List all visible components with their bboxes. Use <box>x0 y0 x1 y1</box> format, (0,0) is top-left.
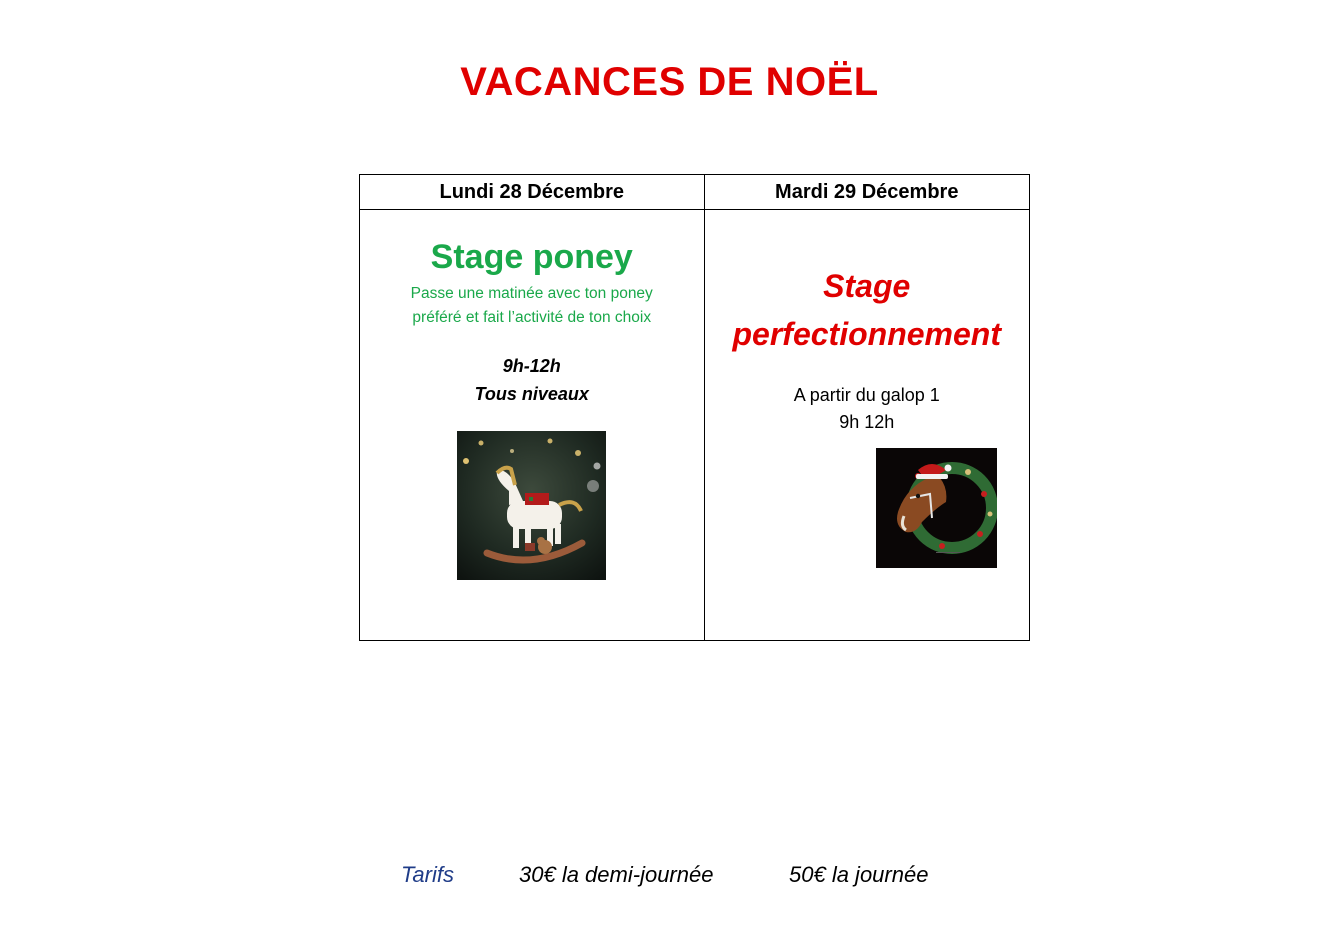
monday-cell <box>360 210 705 641</box>
tarif-full-day: 50€ la journée <box>789 862 929 887</box>
stage-requirement: A partir du galop 1 <box>793 385 940 405</box>
title-line: perfectionnement <box>732 316 1001 352</box>
tarif-half-day: 30€ la demi-journée <box>519 862 714 887</box>
stage-perfectionnement-info <box>705 382 1030 436</box>
christmas-horse-image <box>876 448 997 568</box>
stage-perfectionnement-title <box>705 262 1030 358</box>
description-line: Passe une matinée avec ton poney <box>410 285 653 302</box>
schedule-header-row <box>360 175 1030 210</box>
schedule-table <box>359 174 1030 641</box>
schedule-body-row <box>360 210 1030 641</box>
stage-poney-level: Tous niveaux <box>474 384 589 404</box>
tarifs-label: Tarifs <box>401 862 454 887</box>
page-title: VACANCES DE NOËL <box>460 60 879 104</box>
day-heading-monday: Lundi 28 Décembre <box>360 175 705 210</box>
tuesday-cell <box>704 210 1030 641</box>
stage-poney-title: Stage poney <box>430 238 633 276</box>
stage-poney-schedule <box>360 352 704 408</box>
title-line: Stage <box>823 268 911 304</box>
description-line: préféré et fait l’activité de ton choix <box>412 309 652 326</box>
stage-poney-time: 9h-12h <box>502 356 561 376</box>
stage-poney-description <box>360 282 704 330</box>
day-heading-tuesday: Mardi 29 Décembre <box>704 175 1030 210</box>
stage-time: 9h 12h <box>839 412 895 432</box>
rocking-horse-image <box>457 431 606 580</box>
